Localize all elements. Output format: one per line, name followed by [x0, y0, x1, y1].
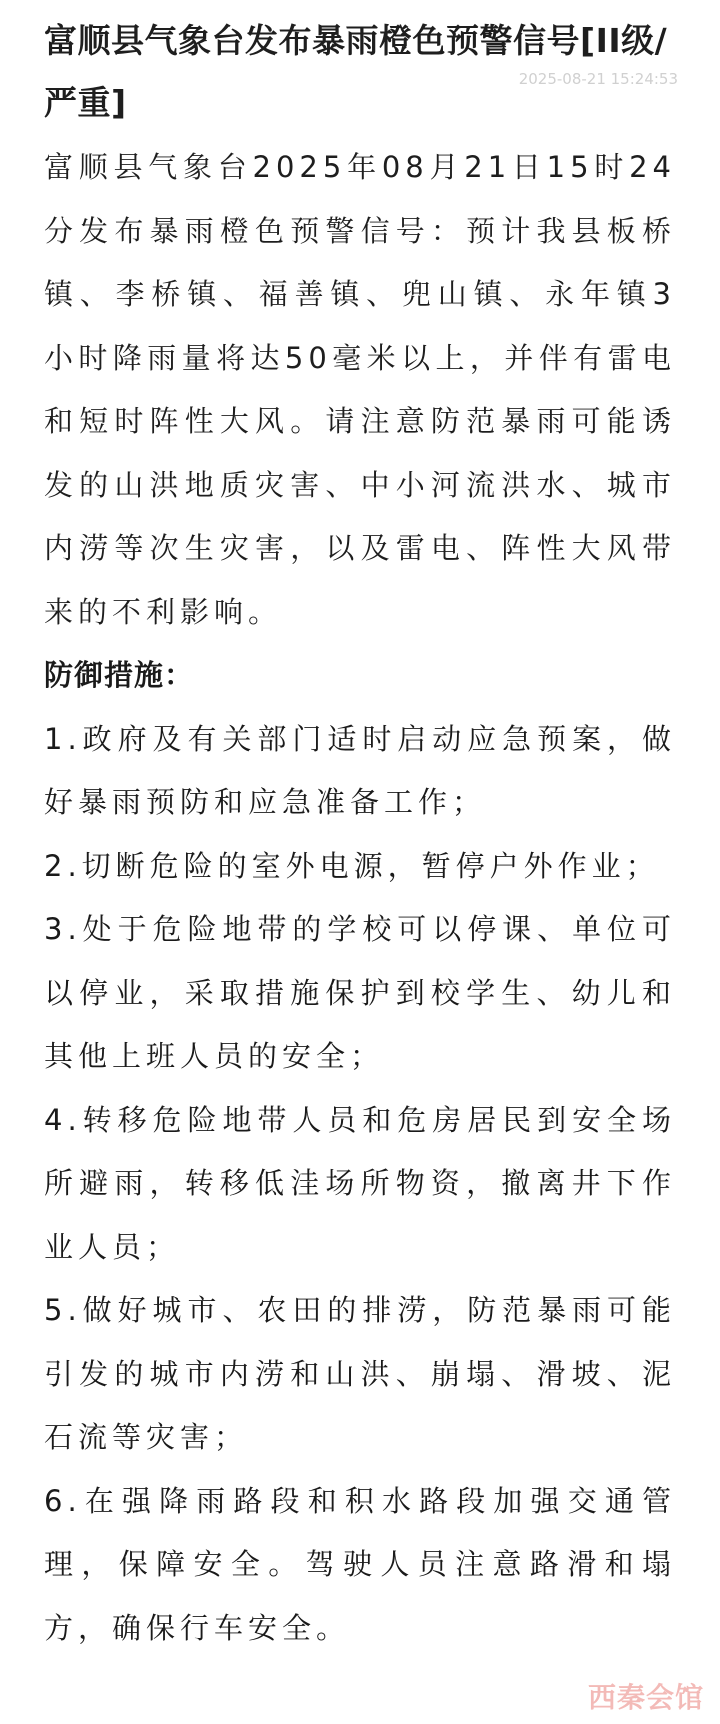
measure-item: 4.转移危险地带人员和危房居民到安全场所避雨，转移低洼场所物资，撤离井下作业人员； [44, 1102, 676, 1264]
measure-item: 1.政府及有关部门适时启动应急预案，做好暴雨预防和应急准备工作； [44, 721, 676, 819]
measure-item: 3.处于危险地带的学校可以停课、单位可以停业，采取措施保护到校学生、幼儿和其他上班人员的安全； [44, 912, 676, 1073]
measures-list [44, 708, 676, 1661]
measure-item: 2.切断危险的室外电源，暂停户外作业； [44, 848, 660, 883]
measures-heading: 防御措施： [44, 658, 195, 692]
article-lead-paragraph: 富顺县气象台2025年08月21日15时24分发布暴雨橙色预警信号：预计我县板桥镇、李桥镇、福善镇、兜山镇、永年镇3小时降雨量将达50毫米以上，并伴有雷电和短时阵性大风。请注意防范暴雨可能诱发的山洪地质灾害、中小河流洪水、城市内涝等次生灾害，以及雷电、阵性大风带来的不利影响。 [44, 150, 676, 629]
publish-timestamp: 2025-08-21 15:24:53 [518, 70, 678, 88]
measure-item: 5.做好城市、农田的排涝，防范暴雨可能引发的城市内涝和山洪、崩塌、滑坡、泥石流等灾害； [44, 1293, 676, 1454]
watermark-logo: 西秦会馆 [587, 1681, 704, 1714]
measure-item: 6.在强降雨路段和积水路段加强交通管理，保障安全。驾驶人员注意路滑和塌方，确保行车安全。 [44, 1483, 676, 1645]
article-title: 富顺县气象台发布暴雨橙色预警信号[II级/严重] [44, 21, 668, 122]
